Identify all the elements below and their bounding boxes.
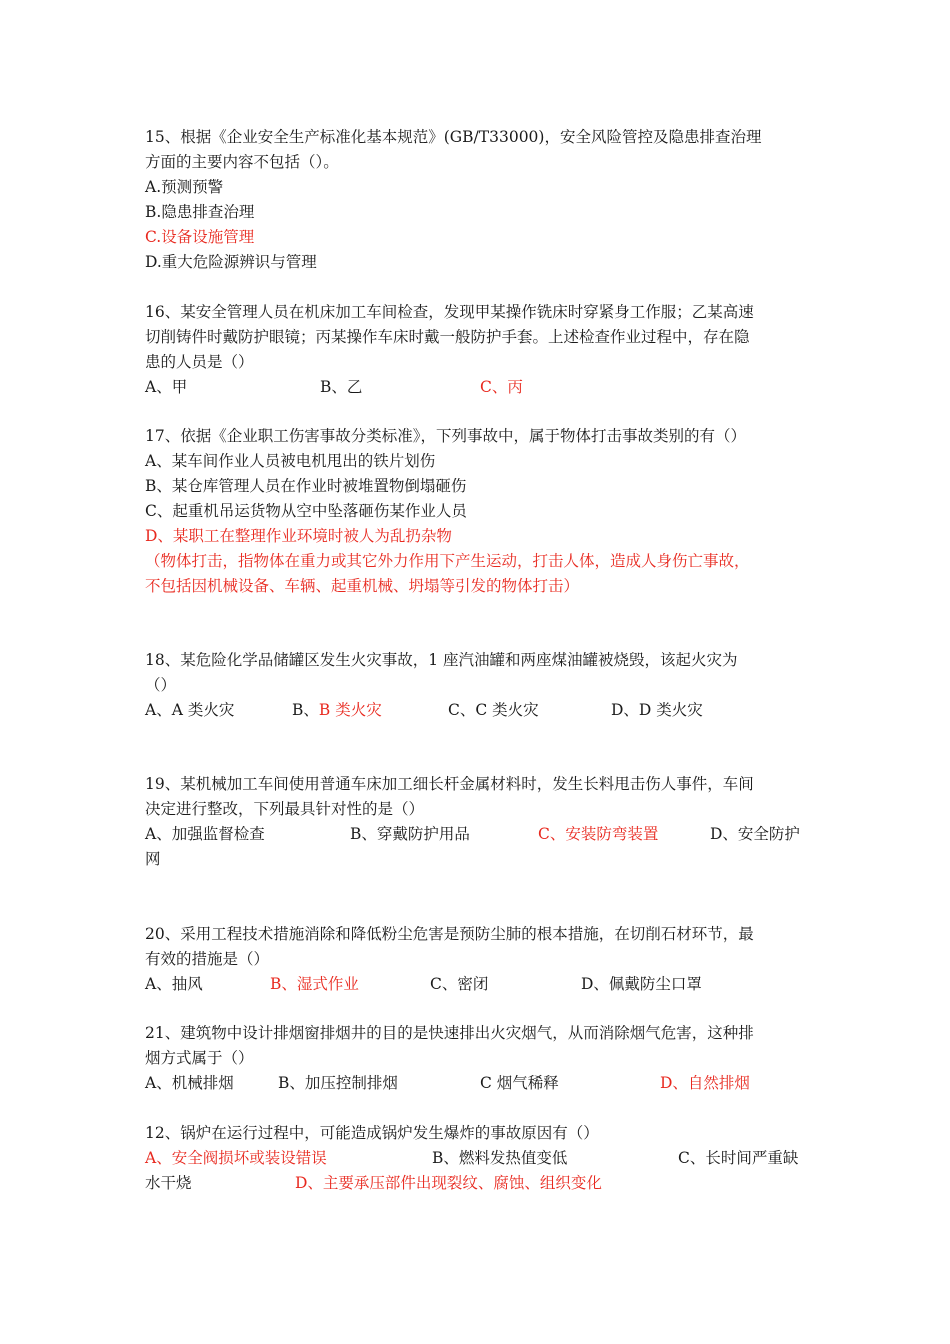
q17-option-a: A、某车间作业人员被电机甩出的铁片划伤 bbox=[145, 452, 436, 470]
q12-option-a-answer: A、安全阀损坏或装设错误 bbox=[145, 1149, 327, 1167]
q17-stem: 17、依据《企业职工伤害事故分类标准》，下列事故中，属于物体打击事故类别的有（） bbox=[145, 427, 746, 445]
q17-option-b: B、某仓库管理人员在作业时被堆置物倒塌砸伤 bbox=[145, 477, 467, 495]
q19-option-d-continued: 网 bbox=[145, 850, 161, 868]
q21-option-d-answer: D、自然排烟 bbox=[660, 1074, 750, 1092]
q18-options-row bbox=[145, 699, 810, 721]
q18-option-d: D、D 类火灾 bbox=[611, 701, 703, 719]
q18-stem-line2: （） bbox=[145, 676, 177, 694]
q20-option-d: D、佩戴防尘口罩 bbox=[581, 975, 702, 993]
q20-stem-line1: 20、采用工程技术措施消除和降低粉尘危害是预防尘肺的根本措施，在切削石材环节，最 bbox=[145, 925, 754, 943]
q18-option-a: A、A 类火灾 bbox=[145, 701, 235, 719]
q18-option-b bbox=[292, 699, 382, 721]
q17-explanation-line2: 不包括因机械设备、车辆、起重机械、坍塌等引发的物体打击） bbox=[145, 577, 580, 595]
q16-stem-line2: 切削铸件时戴防护眼镜；丙某操作车床时戴一般防护手套。上述检查作业过程中，存在隐 bbox=[145, 328, 750, 346]
q17-explanation-line1: （物体打击，指物体在重力或其它外力作用下产生运动，打击人体，造成人身伤亡事故， bbox=[145, 552, 750, 570]
q15-option-b: B.隐患排查治理 bbox=[145, 203, 255, 221]
q21-stem-line1: 21、建筑物中设计排烟窗排烟井的目的是快速排出火灾烟气，从而消除烟气危害，这种排 bbox=[145, 1024, 754, 1042]
q16-stem-line3: 患的人员是（） bbox=[145, 353, 254, 371]
q20-option-b-answer: B、湿式作业 bbox=[270, 975, 359, 993]
q21-option-a: A、机械排烟 bbox=[145, 1074, 234, 1092]
q16-options-row bbox=[145, 376, 810, 398]
q12-options-row bbox=[145, 1147, 810, 1169]
q19-option-d: D、安全防护 bbox=[710, 825, 800, 843]
q21-option-c: C 烟气稀释 bbox=[480, 1074, 559, 1092]
q19-option-c-answer: C、安装防弯装置 bbox=[538, 825, 659, 843]
q15-stem-line2: 方面的主要内容不包括（）。 bbox=[145, 153, 339, 171]
q15-option-c-answer: C.设备设施管理 bbox=[145, 228, 255, 246]
q15-stem-line1: 15、根据《企业安全生产标准化基本规范》(GB/T33000)，安全风险管控及隐患排查治理 bbox=[145, 128, 762, 146]
q15-option-d: D.重大危险源辨识与管理 bbox=[145, 253, 317, 271]
q18-stem-line1: 18、某危险化学品储罐区发生火灾事故，1 座汽油罐和两座煤油罐被烧毁，该起火灾为 bbox=[145, 651, 738, 669]
q21-stem-line2: 烟方式属于（） bbox=[145, 1049, 254, 1067]
q19-options-row bbox=[145, 823, 810, 845]
q12-option-c: C、长时间严重缺 bbox=[678, 1149, 799, 1167]
q19-option-a: A、加强监督检查 bbox=[145, 825, 265, 843]
q17-option-d-answer: D、某职工在整理作业环境时被人为乱扔杂物 bbox=[145, 527, 452, 545]
q20-option-c: C、密闭 bbox=[430, 975, 489, 993]
q12-stem: 12、锅炉在运行过程中，可能造成锅炉发生爆炸的事故原因有（） bbox=[145, 1124, 599, 1142]
q16-option-b: B、乙 bbox=[320, 378, 363, 396]
q12-options-row2 bbox=[145, 1172, 810, 1194]
q16-option-a: A、甲 bbox=[145, 378, 188, 396]
q20-option-a: A、抽风 bbox=[145, 975, 203, 993]
q16-option-c-answer: C、丙 bbox=[480, 378, 523, 396]
q17-option-c: C、起重机吊运货物从空中坠落砸伤某作业人员 bbox=[145, 502, 467, 520]
q12-option-d-answer: D、主要承压部件出现裂纹、腐蚀、组织变化 bbox=[295, 1174, 602, 1192]
q18-option-b-prefix: B、 bbox=[292, 701, 319, 719]
q19-stem-line2: 决定进行整改，下列最具针对性的是（） bbox=[145, 800, 425, 818]
q21-options-row bbox=[145, 1072, 810, 1094]
q16-stem-line1: 16、某安全管理人员在机床加工车间检查，发现甲某操作铣床时穿紧身工作服；乙某高速 bbox=[145, 303, 754, 321]
q18-option-c: C、C 类火灾 bbox=[448, 701, 539, 719]
q19-option-b: B、穿戴防护用品 bbox=[350, 825, 470, 843]
q20-options-row bbox=[145, 973, 810, 995]
q18-option-b-answer: B 类火灾 bbox=[318, 701, 382, 719]
q20-stem-line2: 有效的措施是（） bbox=[145, 950, 270, 968]
q12-option-c-continued: 水干烧 bbox=[145, 1174, 192, 1192]
q15-option-a: A.预测预警 bbox=[145, 178, 224, 196]
q12-option-b: B、燃料发热值变低 bbox=[432, 1149, 568, 1167]
q21-option-b: B、加压控制排烟 bbox=[278, 1074, 398, 1092]
q19-stem-line1: 19、某机械加工车间使用普通车床加工细长杆金属材料时，发生长料甩击伤人事件，车间 bbox=[145, 775, 754, 793]
